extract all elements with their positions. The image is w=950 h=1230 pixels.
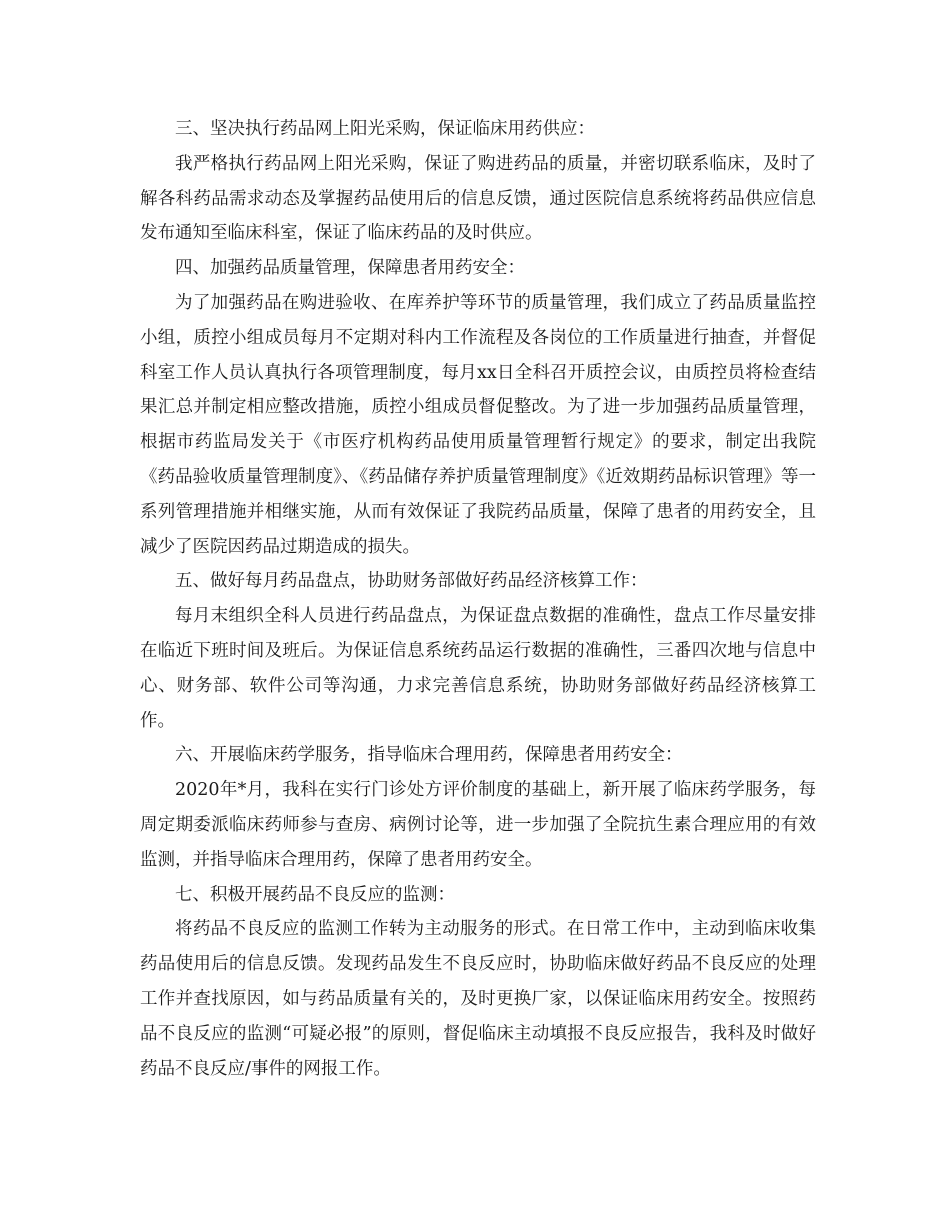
- section-body-6: 2020年*月，我科在实行门诊处方评价制度的基础上，新开展了临床药学服务，每周定期委派临床药师参与查房、病例讨论等，进一步加强了全院抗生素合理应用的有效监测，并指导临床合理用药，保障了患者用药安全。: [140, 780, 816, 870]
- section-heading-5: 五、做好每月药品盘点，协助财务部做好药品经济核算工作：: [175, 571, 648, 592]
- section-body-5: 每月末组织全科人员进行药品盘点，为保证盘点数据的准确性，盘点工作尽量安排在临近下班时间及班后。为保证信息系统药品运行数据的准确性，三番四次地与信息中心、财务部、软件公司等沟通，力求完善信息系统，协助财务部做好药品经济核算工作。: [140, 606, 816, 731]
- section-heading-4: 四、加强药品质量管理，保障患者用药安全：: [175, 258, 525, 279]
- section-body-3: 我严格执行药品网上阳光采购，保证了购进药品的质量，并密切联系临床，及时了解各科药品需求动态及掌握药品使用后的信息反馈，通过医院信息系统将药品供应信息发布通知至临床科室，保证了临床药品的及时供应。: [140, 153, 816, 244]
- document-body: [140, 112, 816, 1086]
- section-body-4: 为了加强药品在购进验收、在库养护等环节的质量管理，我们成立了药品质量监控小组，质控小组成员每月不定期对科内工作流程及各岗位的工作质量进行抽查，并督促科室工作人员认真执行各项管理制度，每月xx日全科召开质控会议，由质控员将检查结果汇总并制定相应整改措施，质控小组成员督促整改。为了进一步加强药品质量管理，根据市药监局发关于《市医疗机构药品使用质量管理暂行规定》的要求，制定出我院《药品验收质量管理制度》、《药品储存养护质量管理制度》《近效期药品标识管理》等一系列管理措施并相继实施，从而有效保证了我院药品质量，保障了患者的用药安全，且减少了医院因药品过期造成的损失。: [140, 292, 816, 557]
- section-heading-3: 三、坚决执行药品网上阳光采购，保证临床用药供应：: [175, 119, 595, 139]
- section-heading-7: 七、积极开展药品不良反应的监测：: [175, 884, 455, 905]
- section-heading-6: 六、开展临床药学服务，指导临床合理用药，保障患者用药安全：: [175, 745, 683, 766]
- section-body-7: 将药品不良反应的监测工作转为主动服务的形式。在日常工作中，主动到临床收集药品使用后的信息反馈。发现药品发生不良反应时，协助临床做好药品不良反应的处理工作并查找原因，如与药品质量有关的，及时更换厂家，以保证临床用药安全。按照药品不良反应的监测“可疑必报”的原则，督促临床主动填报不良反应报告，我科及时做好药品不良反应/事件的网报工作。: [140, 919, 816, 1079]
